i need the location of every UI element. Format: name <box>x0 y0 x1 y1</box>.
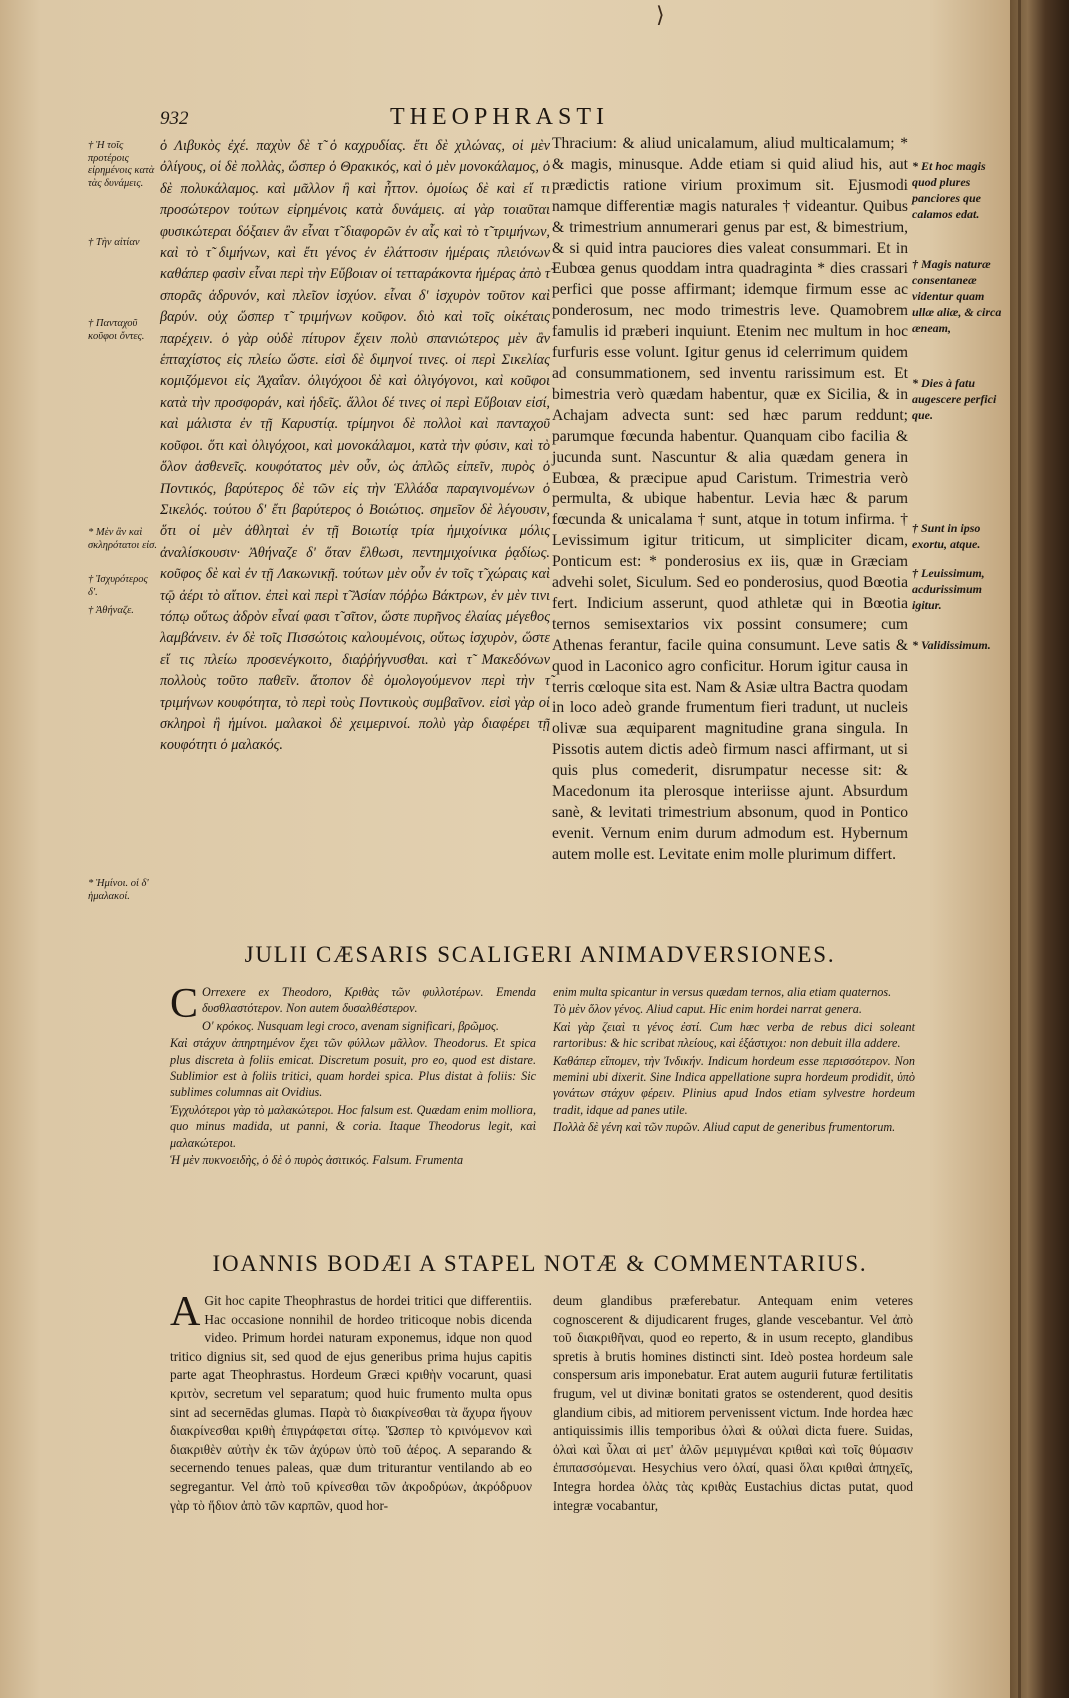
drop-cap: C <box>170 981 199 1027</box>
scaliger-note: Καὶ στάχυν ἀπηρτημένον ἔχει τῶν φύλλων μᾶλλον. Theodorus. Et spica plus discreta à foliis emicat. Discretum posuit, pro eo, quod est distare. Sublimior est à foliis tritici, quam hordei spica. Plus distat à foliis: Sic sublimes columnas ait Ovidius. <box>170 1036 536 1100</box>
right-margin-note: † Sunt in ipso exortu, atque. <box>912 521 981 551</box>
scaliger-section-title: JULII CÆSARIS SCALIGERI ANIMADVERSIONES. <box>244 942 836 967</box>
left-margin-note: * Μὲν ἂν καὶ σκληρότατοι εἰσ. <box>88 527 157 551</box>
greek-text-column <box>160 136 550 757</box>
drop-cap: A <box>170 1289 201 1335</box>
bodaeus-left-column <box>170 1289 532 1515</box>
left-margin-note: * Ἡμίνοι. οἱ δ' ἡμαλακοί. <box>88 878 149 902</box>
ink-mark: ⟩ <box>656 2 665 27</box>
scaliger-note: Καθάπερ εἴπομεν, τὴν Ἰνδικήν. Indicum hordeum esse περισσότερον. Non memini ubi dixerit. Sine Indica appellatione supra hordeum prodidit, ὑπὸ γονάτων στάχυν φέρειν. Plinius apud Indos etiam sylvestre hordeum tradit, idque ad panes utile. <box>553 1053 915 1117</box>
scaliger-note: Orrexere ex Theodoro, Κριθὰς τῶν φυλλοτέρων. Emenda δυσθλαστότερον. Non autem δυσαλθέστερον. <box>202 985 536 1016</box>
left-margin-note: † Πανταχοῦ κοῦφοι ὄντες. <box>88 318 145 342</box>
scaliger-left-column <box>170 981 536 1169</box>
bodaeus-right-column <box>553 1292 913 1515</box>
left-margin-note: † Τὴν αἰτίαν <box>88 237 140 248</box>
right-margin-note: * Et hoc magis quod plures panciores que calamos edat. <box>912 159 986 221</box>
running-title: THEOPHRASTI <box>390 104 610 130</box>
page-number: 932 <box>160 108 189 129</box>
book-page-edge <box>1010 0 1069 1698</box>
latin-text-column <box>552 134 908 866</box>
right-margin-note: † Magis naturæ consentaneæ videntur quam ullæ aliæ, & circa æneam, <box>912 257 1002 335</box>
page-header <box>160 104 920 134</box>
left-margin-note: † Ἡ τοῖς προτέροις εἰρημένοις κατὰ τὰς δυνάμεις. <box>88 140 155 189</box>
scaliger-note: enim multa spicantur in versus quædam ternos, alia etiam quaternos. <box>553 985 892 999</box>
scaliger-note: Ἐγχυλότεροι γὰρ τὸ μαλακώτεροι. Hoc falsum est. Quædam enim molliora, quo minus madida, ut panni, & coria. Itaque Theodorus legit, καὶ μαλακώτεροι. <box>170 1102 536 1150</box>
scaliger-note: Ο' κρόκος. Nusquam legi croco, avenam significari, βρῶμος. <box>202 1018 499 1033</box>
bodaeus-text: Git hoc capite Theophrastus de hordei tritici que differentiis. Hac occasione nonnihil de hordeo triticoque nobis dicenda video. Primum hordei naturam exponemus, idque non quod tritico dignius sit, sed quod de ejus generibus prima hujus capitis parte agat Theophrastus. Hordeum Græci κριθὴν vocarunt, quasi κριτὸν, secretum vel separatum; quod huic frumento multa opus sint ad secernēdas glumas. Παρὰ τὸ διακρίνεσθαι τὰ ἄχυρα ἤγουν διακρίνεσθαι κριθὴ ἐπιγράφεται σίτῳ. Ὥσπερ τὸ κρινόμενον καὶ διακριθὲν αὐτὴν ἐκ τῶν ἀχύρων ὑπὸ τοῦ ἀέρος. A separando & secernendo tenues paleas, quæ dum triturantur ventilando ab eo segregantur. Vel ἀπὸ τοῦ κρίνεσθαι τῶν ἀκροδρύων, ἀκρόδρυον γὰρ τὸ ἥδιον ἀπὸ τῶν καρπῶν, quod hor- <box>170 1293 532 1513</box>
right-margin-note: * Validissimum. <box>912 638 991 652</box>
scaliger-note: Καὶ γὰρ ζειαὶ τι γένος ἐστί. Cum hæc verba de rebus dici soleant rartoribus: & hic scribat πλείους, καὶ ἑξάστιχοι: non debuit illa addere. <box>553 1019 915 1051</box>
bodaeus-section-title: IOANNIS BODÆI A STAPEL NOTÆ & COMMENTARIUS. <box>212 1251 868 1276</box>
left-margin-note: † Ἰσχυρότερος δ'. <box>88 574 148 598</box>
latin-paragraph: Thracium: & aliud unicalamum, aliud multicalamum; * & magis, minusque. Adde etiam si quid aliud his, aut prædictis ratione virium proximum sit. Ejusmodi namque differentiæ magis naturales † videantur. Quibus & trimestrium annumerari genus par est, & bimestrium, & si quid intra pauciores dies valeat consummari. Et in Eubœa genus quoddam intra quadraginta * dies crassari perfici que posse affirmant; idemque firmum esse ac ponderosum, nec modo trimestris leve. Quamobrem famulis id præberi inquiunt. Etenim nec multum in hoc furfuris esse volunt. Igitur genus id celerrimum quidem ad consummationem, sed inventu rarissimum est. Et bimestria verò quædam habentur, quæ ex Sicilia, & in Achajam advecta sunt: sed hæc parum reddunt; parumque fœcunda habentur. Quanquam cibo facilia & jucunda sunt. Nascuntur & alia quædam genera in Eubœa, & præcipue apud Caristum. Trimestria verò permulta, & ubique habentur. Levia hæc & parum fœcunda & unicalama † sunt, atque in totum infirma. † Levissimum igitur triticum, ut simpliciter dicam, Ponticum est: * ponderosius ex iis, quæ in Græciam advehi solet, Siculum. Sed eo ponderosius, quod Bœotia fert. Indicium asserunt, quod athletæ qui in Bœotia ternos semisextarios vix possint consumere; cum Athenas ferantur, facile quina consumunt. Leve satis & quod in Laconico agro conficitur. Horum igitur causa in terris cœloque sita est. Nam & Asiæ ultra Bactra quodam in loco adeò grande frumentum fieri tradunt, ut nucleis olivæ sua æquiparent magnitudine grana singula. In Pissotis autem dictis adeò firmum nasci affirmant, ut si quis plus comederit, disrumpatur necesse sit: & Macedonum ita plerosque interiisse ajunt. Absurdum sanè, & levitati trimestrium absonum, quod in Pontico evenit. Vernum enim durum admodum est. Hybernum autem molle est. Levitate enim molle plurimum differt. <box>552 135 908 863</box>
scaliger-note: Τὸ μὲν ὅλον γένος. Aliud caput. Hic enim hordei narrat genera. <box>553 1002 862 1017</box>
scaliger-note: Ἡ μὲν πυκνοειδὴς, ὁ δὲ ὁ πυρὸς ἀσιτικός. Falsum. Frumenta <box>170 1153 464 1168</box>
left-margin-note: † Ἀθήναζε. <box>88 605 134 616</box>
bodaeus-text: deum glandibus præferebatur. Antequam enim veteres cognoscerent & dijudicarent fruges, glande vescebantur. Vel ἀπὸ τοῦ διακριθῆναι, quod eo reperto, & in usum recepto, glandibus spretis à brutis homines distincti sint. Ideò postea hordeum sale conspersum aris imponebatur. Erat autem augurii futuræ fertilitatis frugum, vel ut divinæ bonitati gratos se ostenderent, quod desitis glandium cibis, ad mitiorem pervenissent victum. Inde hordea hæc antiquissimis illis temporibus ὀλαὶ & οὐλαὶ dicta fuere. Suidas, ὀλαὶ καὶ ὗλαι αἱ μετ' ἁλῶν μεμιγμέναι κριθαὶ καὶ τοῖς θύμασιν ἐπιπασσόμεναι. Hesychius vero ὀλαί, quasi ὅλαι κριθαὶ ἀπηχεῖς, Integra hordea ὀλὰς τὰς κριθὰς Eustachius dictas putat, quod integræ vocabantur, <box>553 1293 913 1513</box>
scaliger-right-column <box>553 984 915 1137</box>
scaliger-note: Πολλὰ δὲ γένη καὶ τῶν πυρῶν. Aliud caput de generibus frumentorum. <box>553 1120 896 1135</box>
greek-paragraph: ὁ Λιβυκὸς ἐχέ. παχὺν δὲ τ̃ ὁ καχρυδίας. ἔτι δὲ χιλώνας, οἱ μὲν ὀλίγους, οἱ δὲ πολλὰς, ὥσπερ ὁ Θρακικός, καὶ ὁ μὲν μονοκάλαμος, ὁ δὲ πολυκάλαμος. καὶ μᾶλλον ἢ καὶ ἧττον. ὁμοίως δὲ καὶ εἴ τι προσώτερον τούτων εἰρημένοις κατὰ δυνάμεις. αἱ γὰρ τοιαῦται φυσικώτεραι δόξαιεν ἂν εἶναι τ̃ διαφορῶν ἐν αἷς καὶ τὸ τ̃ τριμήνων, καὶ τὸ τ̃ διμήνων, καὶ ἔτι γένος ἐν ἐλάττοσιν ἡμέραις πλειόνων καθάπερ φασὶν εἶναι περὶ τὴν Εὔβοιαν οἱ τετταράκοντα ἡμέρας ἀπὸ τ̃ σπορᾶς ἁδρυνόν, καὶ πλεῖον ἰσχύον. εἶναι δ' ἰσχυρὸν τοῦτον καὶ βαρύν. οὐχ ὥσπερ τ̃ τριμήνων κοῦφον. διὸ καὶ τοῖς οἰκέταις παρέχειν. ὁ γὰρ οὐδὲ πίτυρον ἔχειν πολὺ σπανιώτερος μὲν ἂν ἑπταχίστος εἰς πλείω ὥστε. εἰσὶ δὲ διμηνοί τινες. οἱ περὶ Σικελίας κομιζόμενοι εἰς Ἀχαΐαν. ὀλιγόχοοι δὲ καὶ ὀλιγόγονοι, καὶ κοῦφοι κατὰ τὴν προσφοράν, καὶ ἡδεῖς. ἄλλοι δέ τινες οἱ περὶ Εὔβοιαν εἰσί, καὶ μάλιστα ἐν τῇ Καρυστίᾳ. τρίμηνοι δὲ πολλοὶ καὶ πανταχοῦ κοῦφοι. ὅτι καὶ ὀλιγόχοοι, καὶ μονοκάλαμοι, κατὰ τὴν φύσιν, καὶ τὸ ὅλον ἀσθενεῖς. κουφότατος μὲν οὖν, ὡς ἁπλῶς εἰπεῖν, πυρὸς ὁ Ποντικός, βαρύτερος δὲ τῶν εἰς τὴν Ἑλλάδα παραγινομένων ὁ Σικελός. τούτου δ' ἔτι βαρύτερος ὁ Βοιώτιος. σημεῖον δὲ λέγουσιν, ὅτι οἱ μὲν ἀθληταὶ ἐν τῇ Βοιωτίᾳ τρία ἡμιχοίνικα μόλις ἀναλίσκουσιν· Ἀθήναζε δ' ὅταν ἔλθωσι, πεντημιχοίνικα ῥᾳδίως. κοῦφος δὲ καὶ ἐν τῇ Λακωνικῇ. τούτων μὲν οὖν ἐν τοῖς τ̃ χώραις καὶ τῷ ἀέρι τὸ αἴτιον. ἐπεὶ καὶ περὶ τ̃ Ἀσίαν πόῤῥω Βάκτρων, ἐν μὲν τινι τόπῳ οὕτως ἁδρὸν εἶναί φασι τ̃ σῖτον, ὥστε πυρῆνος ἐλαίας μέγεθος λαμβάνειν. ἐν δὲ τοῖς Πισσώτοις καλουμένοις, οὕτως ἰσχυρὸν, ὥστε εἴ τις πλείω προσενέγκοιτο, διαῤῥήγνυσθαι. καὶ τ̃ Μακεδόνων πολλοὺς τοῦτο παθεῖν. ἄτοπον δὲ ὁμολογούμενον περὶ τὴν τ̃ τριμήνων κουφότητα, τὸ περὶ τοὺς Ποντικοὺς συμβαῖνον. εἰσὶ γὰρ οἱ σκληροὶ ἢ ἡμίνοι. μαλακοὶ δὲ χειμερινοί. πολὺ γὰρ διαφέρει τῇ κουφότητι ὁ μαλακός. <box>160 138 550 754</box>
right-margin-note: † Leuissimum, acdurissimum igitur. <box>912 566 985 612</box>
binding-fold <box>1018 0 1021 1698</box>
right-margin-note: * Dies à fatu augescere perfici que. <box>912 376 997 422</box>
